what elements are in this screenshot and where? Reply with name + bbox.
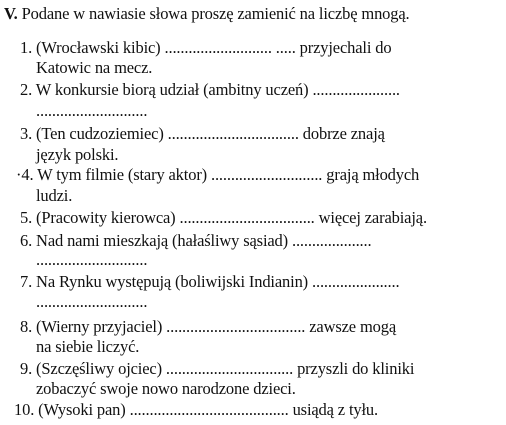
- exercise-title: [4, 4, 410, 24]
- item-10-line-1: 10. (Wysoki pan) ........................................ usiądą z tyłu.: [14, 400, 378, 419]
- instruction-text: Podane w nawiasie słowa proszę zamienić na liczbę mnogą.: [21, 4, 410, 23]
- item-4-line-1: ·4. W tym filmie (stary aktor) ............................ grają młodych: [16, 165, 420, 184]
- item-6-line-2: ............................: [36, 250, 148, 269]
- section-number: V.: [4, 4, 18, 23]
- item-8-line-2: na siebie liczyć.: [36, 337, 140, 356]
- item-2-line-1: 2. W konkursie biorą udział (ambitny uczeń) ......................: [20, 80, 400, 99]
- item-7-line-1: 7. Na Rynku występują (boliwijski Indianin) ......................: [20, 272, 400, 291]
- item-9-line-1: 9. (Szczęśliwy ojciec) ................................ przyszli do kliniki: [20, 359, 415, 378]
- item-3-line-1: 3. (Ten cudzoziemiec) ................................. dobrze znają: [20, 124, 385, 143]
- item-8-line-1: 8. (Wierny przyjaciel) ................................... zawsze mogą: [20, 317, 397, 336]
- item-9-line-2: zobaczyć swoje nowo narodzone dzieci.: [36, 379, 296, 398]
- item-1-line-1: 1. (Wrocławski kibic) ........................... ..... przyjechali do: [20, 38, 392, 57]
- item-1-line-2: Katowic na mecz.: [36, 58, 153, 77]
- item-3-line-2: język polski.: [36, 145, 119, 164]
- item-7-line-2: ............................: [36, 292, 148, 311]
- item-6-line-1: 6. Nad nami mieszkają (hałaśliwy sąsiad) ....................: [20, 231, 372, 250]
- item-4-line-2: ludzi.: [36, 186, 73, 205]
- item-5-line-1: 5. (Pracowity kierowca) .................................. więcej zarabiają.: [20, 208, 427, 227]
- item-2-line-2: ............................: [36, 101, 148, 120]
